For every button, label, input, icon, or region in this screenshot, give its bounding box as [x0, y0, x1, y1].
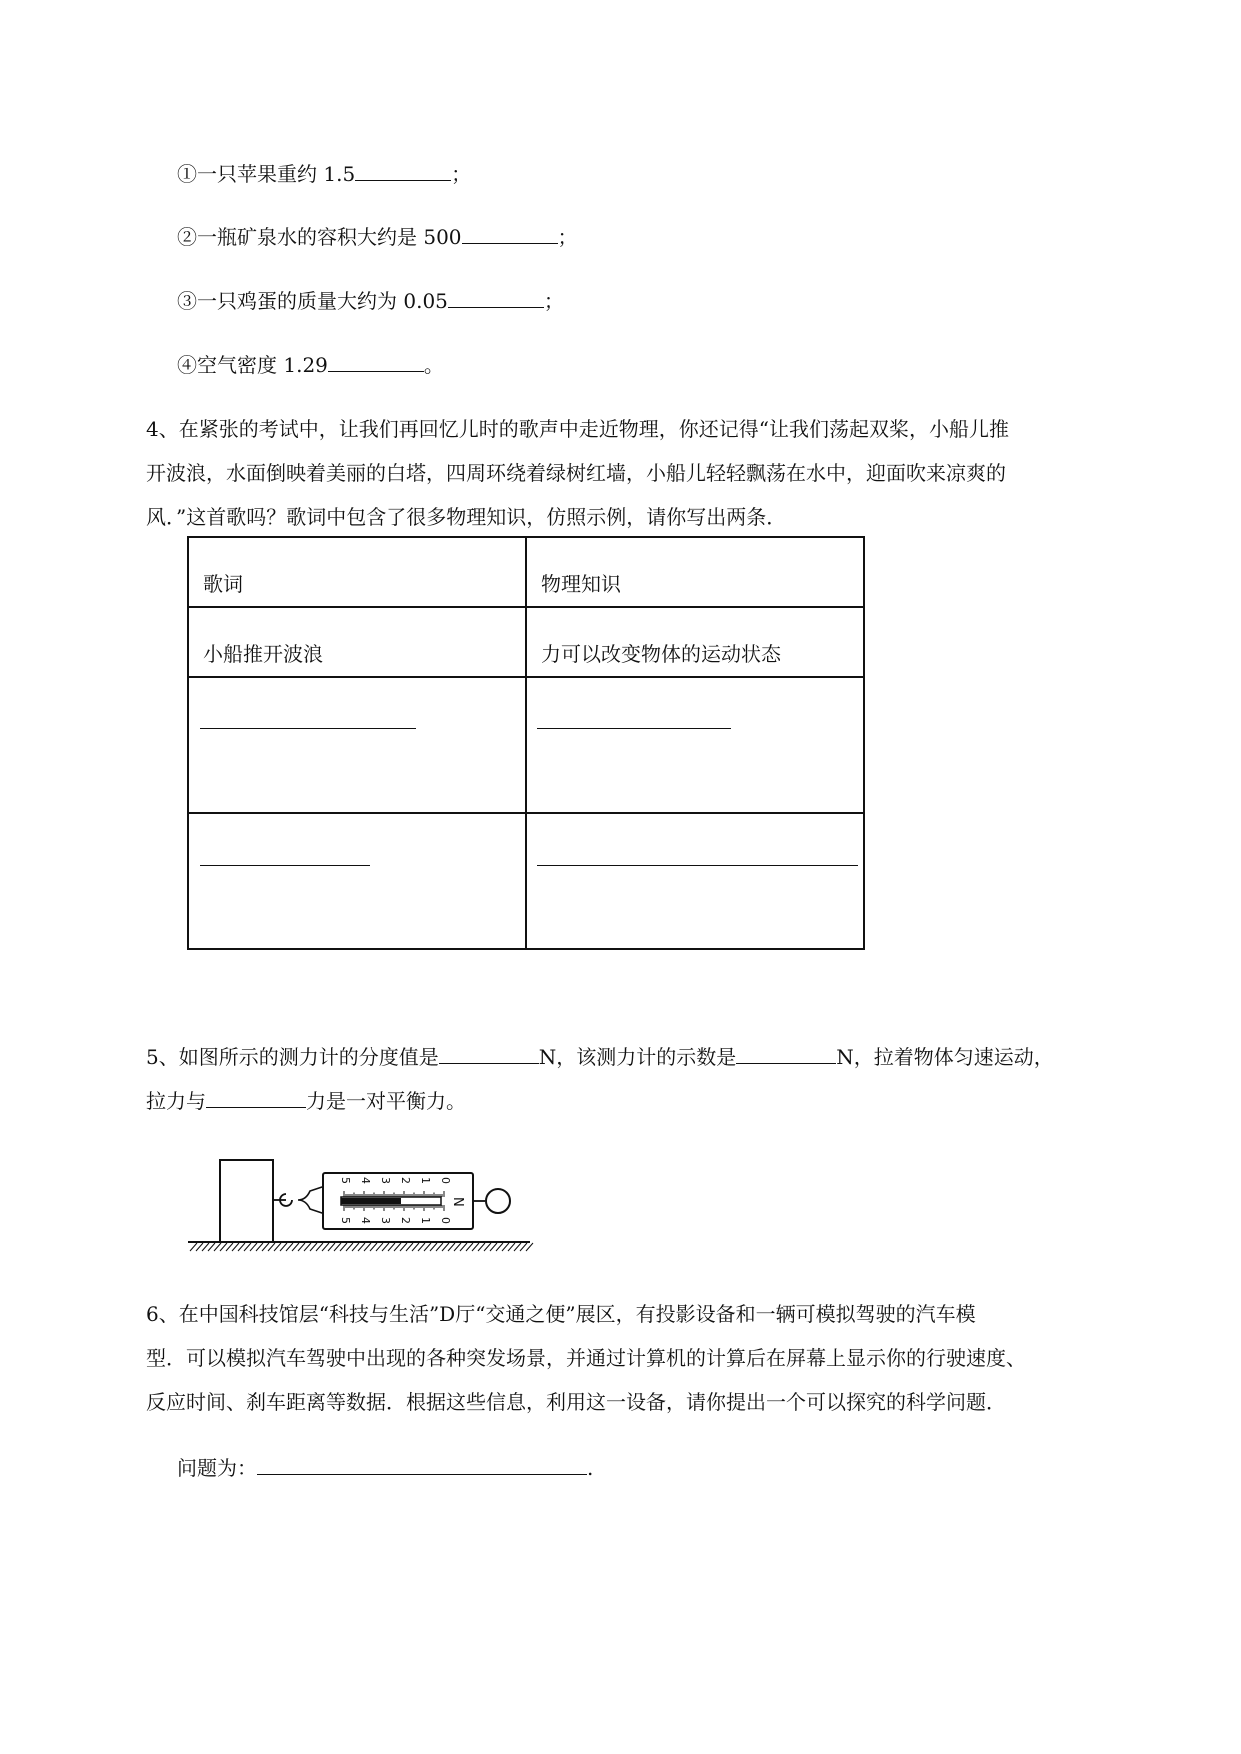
ground-hatch-mark: [514, 1243, 521, 1251]
ground-hatch-mark: [244, 1243, 251, 1251]
ground-hatch-mark: [316, 1243, 323, 1251]
answer-2-physics-blank: [537, 865, 858, 866]
ground-hatch-mark: [310, 1243, 317, 1251]
table-header-lyrics: 歌词: [188, 537, 526, 607]
q4-line-1: 4、在紧张的考试中，让我们再回忆儿时的歌声中走近物理，你还记得“让我们荡起双桨，小船儿推: [146, 417, 1009, 441]
ground-hatch-mark: [346, 1243, 353, 1251]
label-bottom-2: 2: [399, 1217, 412, 1224]
q3-item-2-text: ②一瓶矿泉水的容积大约是 500: [177, 225, 462, 249]
ground-hatch-mark: [328, 1243, 335, 1251]
ground-hatch-mark: [376, 1243, 383, 1251]
answer-1-physics-blank: [537, 728, 731, 729]
ground-hatch-mark: [196, 1243, 203, 1251]
ground-hatch-mark: [304, 1243, 311, 1251]
q3-item-1-end: ；: [451, 162, 472, 186]
ground-hatch-mark: [214, 1243, 221, 1251]
ground-hatch-mark: [412, 1243, 419, 1251]
q5-line-2: [146, 1085, 466, 1115]
ground-hatch-mark: [190, 1243, 197, 1251]
label-bottom-5: 5: [339, 1217, 352, 1224]
spring-scale-figure: [186, 1155, 536, 1255]
block-object: [220, 1160, 273, 1242]
ground-hatch-mark: [358, 1243, 365, 1251]
ground-hatch-mark: [472, 1243, 479, 1251]
ground-hatch-mark: [520, 1243, 527, 1251]
q6-line-3: 反应时间、刹车距离等数据．根据这些信息，利用这一设备，请你提出一个可以探究的科学问题．: [146, 1390, 1006, 1414]
ground-hatch-mark: [292, 1243, 299, 1251]
q3-item-3: [177, 285, 564, 315]
q5-text-e: 力是一对平衡力。: [306, 1089, 466, 1113]
q6-answer-line: [177, 1452, 593, 1482]
q5-blank-division[interactable]: [439, 1041, 539, 1064]
ground-hatch-mark: [298, 1243, 305, 1251]
q4-line-3: 风．”这首歌吗？歌词中包含了很多物理知识，仿照示例，请你写出两条．: [146, 505, 787, 529]
ground-hatch-mark: [370, 1243, 377, 1251]
q3-item-2-end: ；: [557, 225, 578, 249]
ground-hatch-mark: [322, 1243, 329, 1251]
answer-1-lyric-blank: [200, 728, 416, 729]
label-top-4: 4: [359, 1177, 372, 1184]
q6-answer-end: .: [587, 1456, 594, 1480]
ground-hatch-mark: [526, 1243, 533, 1251]
q5-blank-force[interactable]: [206, 1085, 306, 1108]
q6-answer-blank[interactable]: [257, 1452, 587, 1475]
q5-blank-reading[interactable]: [736, 1041, 836, 1064]
q3-item-4: [177, 349, 444, 379]
q6-answer-prefix: 问题为：: [177, 1456, 257, 1480]
q3-item-4-end: 。: [423, 353, 444, 377]
q3-item-4-text: ④空气密度 1.29: [177, 353, 328, 377]
ground-surface: [188, 1242, 533, 1251]
table-answer-1-physics[interactable]: [526, 677, 864, 813]
lyrics-physics-table: [187, 536, 865, 950]
label-top-5: 5: [339, 1177, 352, 1184]
ground-hatch-mark: [256, 1243, 263, 1251]
q3-item-1-blank[interactable]: [355, 158, 451, 181]
table-answer-1-lyric[interactable]: [188, 677, 526, 813]
ground-hatch-mark: [478, 1243, 485, 1251]
q3-item-3-blank[interactable]: [448, 285, 544, 308]
label-bottom-0: 0: [439, 1217, 452, 1224]
ground-hatch-mark: [220, 1243, 227, 1251]
ground-hatch-mark: [406, 1243, 413, 1251]
q3-item-3-end: ；: [543, 289, 564, 313]
q3-item-2-blank[interactable]: [462, 221, 558, 244]
q5-text-d: 拉力与: [146, 1089, 206, 1113]
ground-hatch-mark: [430, 1243, 437, 1251]
label-top-0: 0: [439, 1177, 452, 1184]
ground-hatch-mark: [382, 1243, 389, 1251]
ground-hatch-mark: [442, 1243, 449, 1251]
q3-item-4-blank[interactable]: [328, 349, 424, 372]
ground-hatch-mark: [484, 1243, 491, 1251]
ground-hatch-mark: [466, 1243, 473, 1251]
ground-hatch-mark: [364, 1243, 371, 1251]
scale-indicator: [341, 1198, 401, 1204]
q5-line-1: [146, 1041, 1054, 1071]
ground-hatch-mark: [436, 1243, 443, 1251]
table-answer-2-physics[interactable]: [526, 813, 864, 949]
table-answer-2-lyric[interactable]: [188, 813, 526, 949]
ground-hatch-mark: [238, 1243, 245, 1251]
ground-hatch-mark: [262, 1243, 269, 1251]
ground-hatch-mark: [490, 1243, 497, 1251]
table-example-physics: 力可以改变物体的运动状态: [526, 607, 864, 677]
q6-line-1: 6、在中国科技馆层“科技与生活”D厅“交通之便”展区，有投影设备和一辆可模拟驾驶的汽车模: [146, 1302, 976, 1326]
ground-hatch-mark: [280, 1243, 287, 1251]
label-top-2: 2: [399, 1177, 412, 1184]
ground-hatch-mark: [334, 1243, 341, 1251]
ground-hatch-mark: [448, 1243, 455, 1251]
ground-hatch-mark: [400, 1243, 407, 1251]
table-example-lyric: 小船推开波浪: [188, 607, 526, 677]
q5-text-a: 5、如图所示的测力计的分度值是: [146, 1045, 439, 1069]
label-bottom-4: 4: [359, 1217, 372, 1224]
label-bottom-3: 3: [379, 1217, 392, 1224]
ground-hatch-mark: [250, 1243, 257, 1251]
ground-hatch-mark: [394, 1243, 401, 1251]
scale-ring: [486, 1189, 510, 1213]
ground-hatch-mark: [286, 1243, 293, 1251]
q3-item-3-text: ③一只鸡蛋的质量大约为 0.05: [177, 289, 448, 313]
ground-hatch-mark: [340, 1243, 347, 1251]
q3-item-1-text: ①一只苹果重约 1.5: [177, 162, 356, 186]
ground-hatch-mark: [232, 1243, 239, 1251]
answer-2-lyric-blank: [200, 865, 370, 866]
q5-text-b: N，该测力计的示数是: [538, 1045, 737, 1069]
q3-item-1: [177, 158, 471, 188]
ground-hatch-mark: [208, 1243, 215, 1251]
ground-hatch-mark: [274, 1243, 281, 1251]
ground-hatch-mark: [388, 1243, 395, 1251]
q3-item-2: [177, 221, 578, 251]
table-header-physics: 物理知识: [526, 537, 864, 607]
ground-hatch-mark: [508, 1243, 515, 1251]
ground-hatch-mark: [502, 1243, 509, 1251]
ground-hatch-mark: [202, 1243, 209, 1251]
ground-hatch-mark: [496, 1243, 503, 1251]
q6-line-2: 型．可以模拟汽车驾驶中出现的各种突发场景，并通过计算机的计算后在屏幕上显示你的行驶速度、: [146, 1346, 1026, 1370]
ground-hatch-mark: [418, 1243, 425, 1251]
ground-hatch-mark: [226, 1243, 233, 1251]
q4-line-2: 开波浪，水面倒映着美丽的白塔，四周环绕着绿树红墙，小船儿轻轻飘荡在水中，迎面吹来凉爽的: [146, 461, 1006, 485]
label-top-3: 3: [379, 1177, 392, 1184]
ground-hatch-mark: [268, 1243, 275, 1251]
ground-hatch-mark: [460, 1243, 467, 1251]
label-top-1: 1: [419, 1177, 432, 1184]
label-bottom-1: 1: [419, 1217, 432, 1224]
q5-text-c: N，拉着物体匀速运动，: [836, 1045, 1054, 1069]
ground-hatch-mark: [352, 1243, 359, 1251]
ground-hatch-mark: [424, 1243, 431, 1251]
ground-hatch-mark: [454, 1243, 461, 1251]
scale-unit-label: N: [450, 1197, 465, 1207]
